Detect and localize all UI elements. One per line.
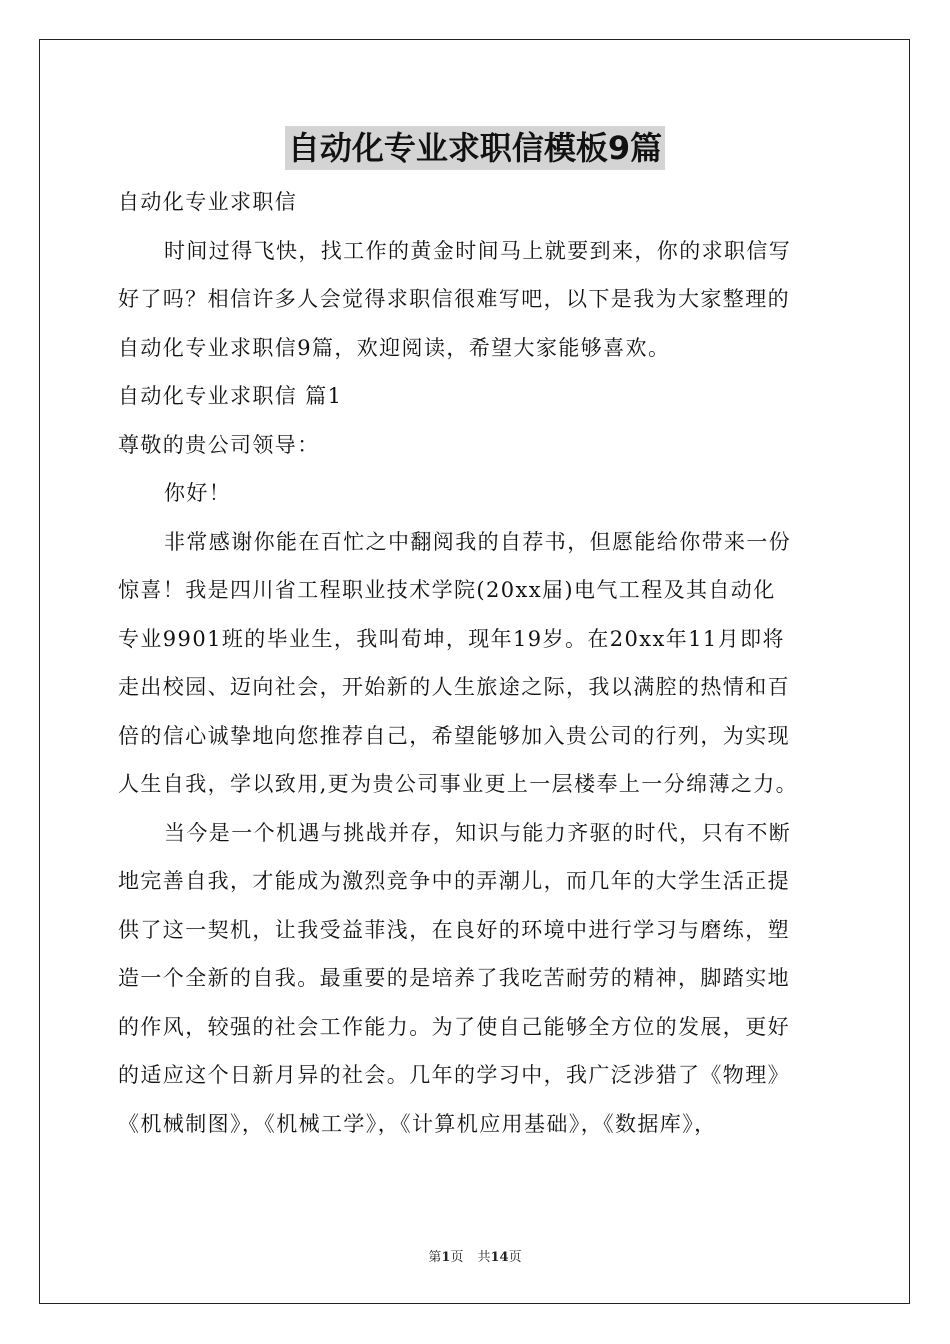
text-line: 供了这一契机，让我受益菲浅，在良好的环境中进行学习与磨练，塑 [118, 917, 790, 942]
text-line: 倍的信心诚挚地向您推荐自己，希望能够加入贵公司的行列，为实现 [118, 723, 790, 748]
text-line: 走出校园、迈向社会，开始新的人生旅途之际，我以满腔的热情和百 [118, 675, 790, 699]
text-line: 的作风，较强的社会工作能力。为了使自己能够全方位的发展，更好 [118, 1014, 790, 1039]
text-line: 专业9901班的毕业生，我叫荀坤，现年19岁。在20xx年11月即将 [118, 626, 785, 651]
total-suffix: 页 [508, 1250, 522, 1265]
page-footer [0, 1246, 950, 1265]
text-line: 自动化专业求职信 [118, 190, 298, 214]
title-container [0, 126, 950, 170]
text-line: 自动化专业求职信9篇，欢迎阅读，希望大家能够喜欢。 [118, 335, 671, 360]
section-heading: 自动化专业求职信 篇1 [118, 384, 343, 408]
page-number: 1 [441, 1250, 451, 1265]
text-line: 非常感谢你能在百忙之中翻阅我的自荐书，但愿能给你带来一份 [164, 529, 792, 554]
text-line: 地完善自我，才能成为激烈竞争中的弄潮儿，而几年的大学生活正提 [118, 869, 790, 893]
document-title: 自动化专业求职信模板9篇 [285, 126, 665, 170]
text-line: 惊喜！我是四川省工程职业技术学院(20xx届)电气工程及其自动化 [118, 578, 776, 602]
text-line: 《机械制图》，《机械工学》，《计算机应用基础》，《数据库》， [118, 1111, 717, 1136]
text-line: 时间过得飞快，找工作的黄金时间马上就要到来，你的求职信写 [164, 238, 792, 263]
greeting: 你好！ [164, 481, 232, 505]
total-prefix: 共 [477, 1250, 491, 1265]
text-line: 人生自我，学以致用,更为贵公司事业更上一层楼奉上一分绵薄之力。 [118, 772, 799, 796]
document-body [118, 178, 832, 1148]
text-line: 当今是一个机遇与挑战并存，知识与能力齐驱的时代，只有不断 [164, 820, 792, 845]
text-line: 好了吗？相信许多人会觉得求职信很难写吧，以下是我为大家整理的 [118, 287, 790, 311]
page-prefix: 第 [428, 1250, 442, 1265]
page-suffix: 页 [450, 1250, 464, 1265]
total-pages: 14 [490, 1250, 509, 1265]
text-line: 的适应这个日新月异的社会。几年的学习中，我广泛涉猎了《物理》 [118, 1063, 790, 1087]
text-line: 造一个全新的自我。最重要的是培养了我吃苦耐劳的精神，脚踏实地 [118, 966, 790, 990]
salutation: 尊敬的贵公司领导： [118, 432, 320, 457]
